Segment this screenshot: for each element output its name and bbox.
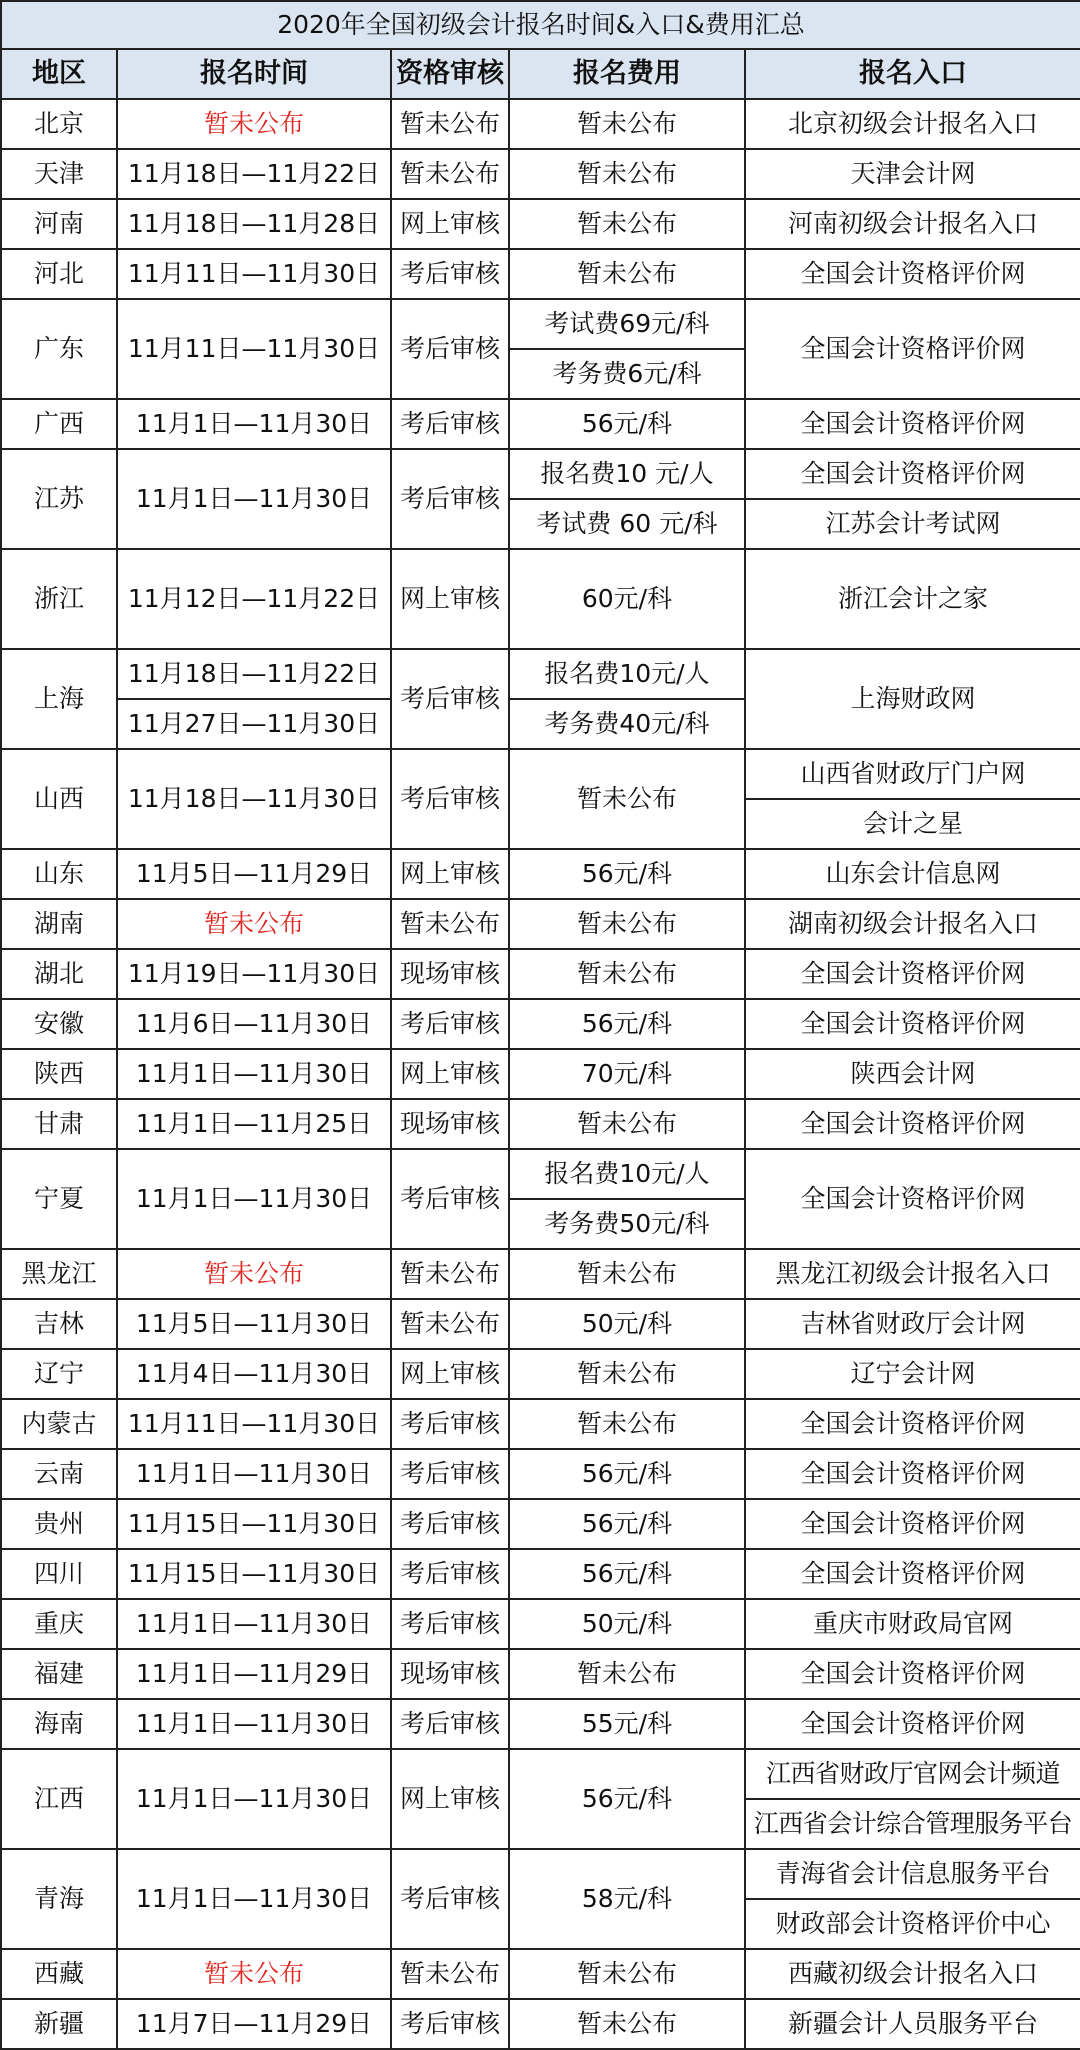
- entry-cell: 全国会计资格评价网: [745, 299, 1080, 399]
- region-cell: 湖北: [1, 949, 117, 999]
- entry-cell: 陕西会计网: [745, 1049, 1080, 1099]
- fee-cell: 暂未公布: [509, 149, 745, 199]
- review-cell: 考后审核: [391, 649, 509, 749]
- review-cell: 网上审核: [391, 1049, 509, 1099]
- region-cell: 黑龙江: [1, 1249, 117, 1299]
- region-cell: 西藏: [1, 1949, 117, 1999]
- region-cell: 河北: [1, 249, 117, 299]
- time-cell: 11月1日—11月30日: [117, 1599, 391, 1649]
- entry-cell: 会计之星: [745, 799, 1080, 849]
- entry-cell: 山西省财政厅门户网: [745, 749, 1080, 799]
- table-row: [1, 1249, 1080, 1299]
- time-cell: 11月11日—11月30日: [117, 249, 391, 299]
- region-cell: 辽宁: [1, 1349, 117, 1399]
- fee-cell: 56元/科: [509, 1549, 745, 1599]
- table-row: [1, 949, 1080, 999]
- entry-cell: 全国会计资格评价网: [745, 999, 1080, 1049]
- fee-cell: 70元/科: [509, 1049, 745, 1099]
- time-cell: 11月7日—11月29日: [117, 1999, 391, 2049]
- time-cell: 11月18日—11月22日: [117, 649, 391, 699]
- time-cell: 11月19日—11月30日: [117, 949, 391, 999]
- table-row: [1, 1999, 1080, 2049]
- entry-cell: 天津会计网: [745, 149, 1080, 199]
- table-title: 2020年全国初级会计报名时间&入口&费用汇总: [1, 1, 1080, 49]
- review-cell: 考后审核: [391, 249, 509, 299]
- table-row: [1, 1649, 1080, 1699]
- table-row: [1, 1549, 1080, 1599]
- table-row: [1, 749, 1080, 799]
- table-row: [1, 299, 1080, 349]
- table-row: [1, 1949, 1080, 1999]
- entry-cell: 全国会计资格评价网: [745, 1099, 1080, 1149]
- region-cell: 广东: [1, 299, 117, 399]
- table-row: [1, 1699, 1080, 1749]
- time-cell: 11月12日—11月22日: [117, 549, 391, 649]
- time-cell: 暂未公布: [117, 99, 391, 149]
- review-cell: 暂未公布: [391, 1299, 509, 1349]
- fee-cell: 报名费10 元/人: [509, 449, 745, 499]
- entry-cell: 北京初级会计报名入口: [745, 99, 1080, 149]
- time-cell: 11月11日—11月30日: [117, 1399, 391, 1449]
- entry-cell: 全国会计资格评价网: [745, 1699, 1080, 1749]
- time-cell: 11月1日—11月30日: [117, 1749, 391, 1849]
- region-cell: 北京: [1, 99, 117, 149]
- fee-cell: 报名费10元/人: [509, 1149, 745, 1199]
- review-cell: 网上审核: [391, 549, 509, 649]
- time-cell: 11月1日—11月29日: [117, 1649, 391, 1699]
- time-cell: 11月5日—11月30日: [117, 1299, 391, 1349]
- fee-cell: 考试费69元/科: [509, 299, 745, 349]
- entry-cell: 江西省财政厅官网会计频道: [745, 1749, 1080, 1799]
- time-cell: 11月1日—11月30日: [117, 1699, 391, 1749]
- entry-cell: 江苏会计考试网: [745, 499, 1080, 549]
- header-fee: 报名费用: [509, 49, 745, 99]
- fee-cell: 暂未公布: [509, 749, 745, 849]
- entry-cell: 西藏初级会计报名入口: [745, 1949, 1080, 1999]
- entry-cell: 重庆市财政局官网: [745, 1599, 1080, 1649]
- time-cell: 11月6日—11月30日: [117, 999, 391, 1049]
- time-cell: 11月18日—11月30日: [117, 749, 391, 849]
- fee-cell: 考试费 60 元/科: [509, 499, 745, 549]
- table-row: [1, 649, 1080, 699]
- entry-cell: 全国会计资格评价网: [745, 949, 1080, 999]
- review-cell: 考后审核: [391, 1549, 509, 1599]
- region-cell: 陕西: [1, 1049, 117, 1099]
- region-cell: 青海: [1, 1849, 117, 1949]
- review-cell: 现场审核: [391, 949, 509, 999]
- fee-cell: 60元/科: [509, 549, 745, 649]
- entry-cell: 山东会计信息网: [745, 849, 1080, 899]
- fee-cell: 56元/科: [509, 849, 745, 899]
- region-cell: 浙江: [1, 549, 117, 649]
- entry-cell: 吉林省财政厅会计网: [745, 1299, 1080, 1349]
- table-row: [1, 1099, 1080, 1149]
- table-row: [1, 99, 1080, 149]
- review-cell: 暂未公布: [391, 99, 509, 149]
- header-time: 报名时间: [117, 49, 391, 99]
- entry-cell: 财政部会计资格评价中心: [745, 1899, 1080, 1949]
- region-cell: 湖南: [1, 899, 117, 949]
- table-row: [1, 399, 1080, 449]
- region-cell: 河南: [1, 199, 117, 249]
- review-cell: 网上审核: [391, 1349, 509, 1399]
- fee-cell: 考务费40元/科: [509, 699, 745, 749]
- table-row: [1, 1349, 1080, 1399]
- review-cell: 考后审核: [391, 1449, 509, 1499]
- review-cell: 暂未公布: [391, 1249, 509, 1299]
- region-cell: 江苏: [1, 449, 117, 549]
- time-cell: 11月4日—11月30日: [117, 1349, 391, 1399]
- table-row: [1, 1049, 1080, 1099]
- time-cell: 11月1日—11月30日: [117, 449, 391, 549]
- region-cell: 宁夏: [1, 1149, 117, 1249]
- entry-cell: 黑龙江初级会计报名入口: [745, 1249, 1080, 1299]
- entry-cell: 全国会计资格评价网: [745, 1449, 1080, 1499]
- header-region: 地区: [1, 49, 117, 99]
- review-cell: 考后审核: [391, 1499, 509, 1549]
- entry-cell: 江西省会计综合管理服务平台: [745, 1799, 1080, 1849]
- fee-cell: 56元/科: [509, 1449, 745, 1499]
- time-cell: 11月27日—11月30日: [117, 699, 391, 749]
- fee-cell: 暂未公布: [509, 1099, 745, 1149]
- fee-cell: 55元/科: [509, 1699, 745, 1749]
- review-cell: 暂未公布: [391, 899, 509, 949]
- review-cell: 网上审核: [391, 199, 509, 249]
- review-cell: 暂未公布: [391, 149, 509, 199]
- region-cell: 四川: [1, 1549, 117, 1599]
- table-row: [1, 199, 1080, 249]
- time-cell: 11月1日—11月25日: [117, 1099, 391, 1149]
- fee-cell: 暂未公布: [509, 99, 745, 149]
- time-cell: 11月1日—11月30日: [117, 399, 391, 449]
- fee-cell: 暂未公布: [509, 949, 745, 999]
- region-cell: 新疆: [1, 1999, 117, 2049]
- time-cell: 11月1日—11月30日: [117, 1049, 391, 1099]
- fee-cell: 暂未公布: [509, 1649, 745, 1699]
- time-cell: 11月11日—11月30日: [117, 299, 391, 399]
- table-row: [1, 1149, 1080, 1199]
- table-row: [1, 1599, 1080, 1649]
- time-cell: 11月15日—11月30日: [117, 1549, 391, 1599]
- review-cell: 考后审核: [391, 1599, 509, 1649]
- region-cell: 内蒙古: [1, 1399, 117, 1449]
- time-cell: 11月15日—11月30日: [117, 1499, 391, 1549]
- fee-cell: 暂未公布: [509, 899, 745, 949]
- fee-cell: 考务费50元/科: [509, 1199, 745, 1249]
- time-cell: 11月1日—11月30日: [117, 1149, 391, 1249]
- region-cell: 山东: [1, 849, 117, 899]
- table-row: [1, 149, 1080, 199]
- region-cell: 广西: [1, 399, 117, 449]
- region-cell: 安徽: [1, 999, 117, 1049]
- title-row: [1, 1, 1080, 49]
- header-entry: 报名入口: [745, 49, 1080, 99]
- fee-cell: 50元/科: [509, 1599, 745, 1649]
- entry-cell: 青海省会计信息服务平台: [745, 1849, 1080, 1899]
- table-row: [1, 849, 1080, 899]
- header-review: 资格审核: [391, 49, 509, 99]
- fee-cell: 56元/科: [509, 1499, 745, 1549]
- fee-cell: 暂未公布: [509, 249, 745, 299]
- entry-cell: 辽宁会计网: [745, 1349, 1080, 1399]
- entry-cell: 新疆会计人员服务平台: [745, 1999, 1080, 2049]
- region-cell: 甘肃: [1, 1099, 117, 1149]
- table-row: [1, 1749, 1080, 1799]
- fee-cell: 56元/科: [509, 999, 745, 1049]
- entry-cell: 上海财政网: [745, 649, 1080, 749]
- region-cell: 云南: [1, 1449, 117, 1499]
- review-cell: 现场审核: [391, 1649, 509, 1699]
- region-cell: 山西: [1, 749, 117, 849]
- time-cell: 11月5日—11月29日: [117, 849, 391, 899]
- region-cell: 福建: [1, 1649, 117, 1699]
- entry-cell: 全国会计资格评价网: [745, 1549, 1080, 1599]
- table-row: [1, 1499, 1080, 1549]
- time-cell: 暂未公布: [117, 899, 391, 949]
- entry-cell: 全国会计资格评价网: [745, 1149, 1080, 1249]
- fee-cell: 56元/科: [509, 1749, 745, 1849]
- review-cell: 考后审核: [391, 399, 509, 449]
- entry-cell: 全国会计资格评价网: [745, 1649, 1080, 1699]
- time-cell: 11月1日—11月30日: [117, 1449, 391, 1499]
- table-row: [1, 1449, 1080, 1499]
- entry-cell: 全国会计资格评价网: [745, 449, 1080, 499]
- review-cell: 考后审核: [391, 299, 509, 399]
- review-cell: 考后审核: [391, 1999, 509, 2049]
- fee-cell: 暂未公布: [509, 1399, 745, 1449]
- table-row: [1, 1399, 1080, 1449]
- region-cell: 吉林: [1, 1299, 117, 1349]
- time-cell: 11月18日—11月28日: [117, 199, 391, 249]
- entry-cell: 湖南初级会计报名入口: [745, 899, 1080, 949]
- fee-cell: 暂未公布: [509, 1349, 745, 1399]
- fee-cell: 56元/科: [509, 399, 745, 449]
- region-cell: 海南: [1, 1699, 117, 1749]
- table-row: [1, 1299, 1080, 1349]
- fee-cell: 58元/科: [509, 1849, 745, 1949]
- table-row: [1, 249, 1080, 299]
- time-cell: 暂未公布: [117, 1249, 391, 1299]
- table-row: [1, 1849, 1080, 1899]
- review-cell: 考后审核: [391, 1699, 509, 1749]
- region-cell: 天津: [1, 149, 117, 199]
- time-cell: 11月18日—11月22日: [117, 149, 391, 199]
- review-cell: 网上审核: [391, 849, 509, 899]
- time-cell: 11月1日—11月30日: [117, 1849, 391, 1949]
- review-cell: 考后审核: [391, 1399, 509, 1449]
- fee-cell: 考务费6元/科: [509, 349, 745, 399]
- table-row: [1, 899, 1080, 949]
- entry-cell: 浙江会计之家: [745, 549, 1080, 649]
- fee-cell: 50元/科: [509, 1299, 745, 1349]
- table-row: [1, 449, 1080, 499]
- fee-cell: 暂未公布: [509, 1249, 745, 1299]
- header-row: [1, 49, 1080, 99]
- table-row: [1, 999, 1080, 1049]
- review-cell: 考后审核: [391, 1149, 509, 1249]
- entry-cell: 全国会计资格评价网: [745, 399, 1080, 449]
- review-cell: 考后审核: [391, 1849, 509, 1949]
- time-cell: 暂未公布: [117, 1949, 391, 1999]
- region-cell: 江西: [1, 1749, 117, 1849]
- fee-cell: 报名费10元/人: [509, 649, 745, 699]
- entry-cell: 全国会计资格评价网: [745, 1499, 1080, 1549]
- region-cell: 重庆: [1, 1599, 117, 1649]
- entry-cell: 全国会计资格评价网: [745, 249, 1080, 299]
- entry-cell: 全国会计资格评价网: [745, 1399, 1080, 1449]
- review-cell: 考后审核: [391, 449, 509, 549]
- fee-cell: 暂未公布: [509, 199, 745, 249]
- review-cell: 考后审核: [391, 749, 509, 849]
- table-row: [1, 549, 1080, 599]
- fee-cell: 暂未公布: [509, 1949, 745, 1999]
- review-cell: 现场审核: [391, 1099, 509, 1149]
- region-cell: 贵州: [1, 1499, 117, 1549]
- review-cell: 考后审核: [391, 999, 509, 1049]
- review-cell: 网上审核: [391, 1749, 509, 1849]
- fee-cell: 暂未公布: [509, 1999, 745, 2049]
- entry-cell: 河南初级会计报名入口: [745, 199, 1080, 249]
- region-cell: 上海: [1, 649, 117, 749]
- review-cell: 暂未公布: [391, 1949, 509, 1999]
